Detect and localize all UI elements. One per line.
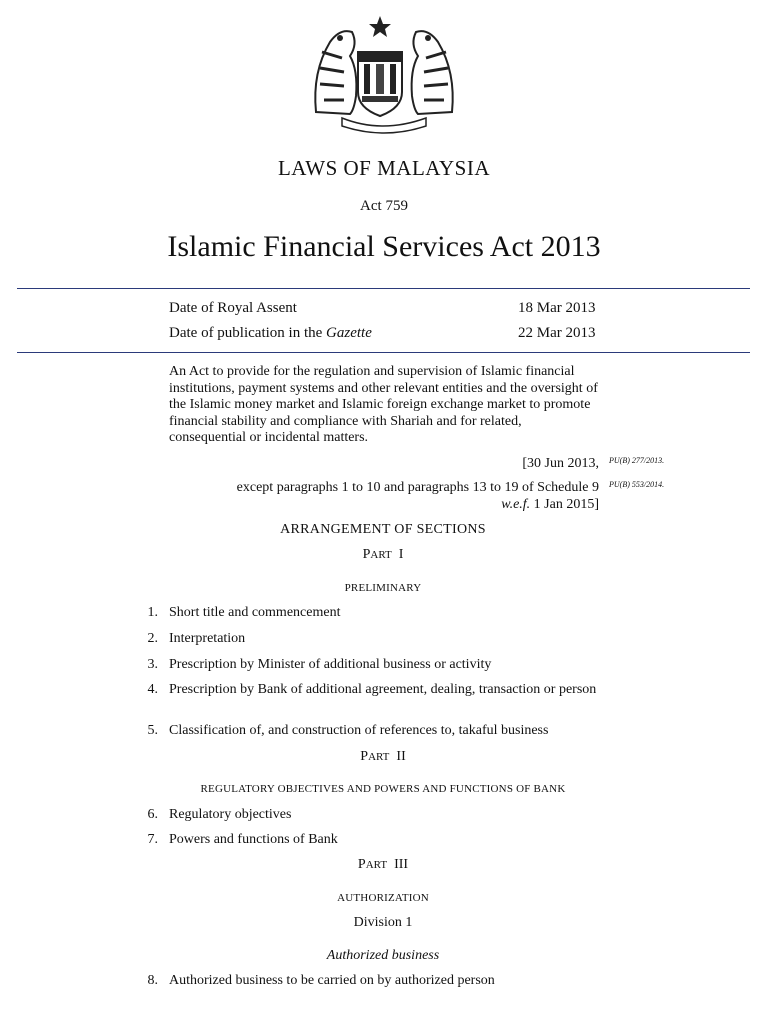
section-title: Powers and functions of Bank — [169, 832, 338, 847]
top-divider — [17, 288, 750, 289]
section-number: 8. — [147, 973, 158, 988]
arrangement-heading: ARRANGEMENT OF SECTIONS — [280, 522, 486, 537]
part-iii-heading: AUTHORIZATION — [337, 892, 429, 904]
section-title: Classification of, and construction of references to, takaful business — [169, 723, 549, 738]
section-number: 3. — [147, 657, 158, 672]
act-number: Act 759 — [360, 198, 408, 214]
division-label: Division 1 — [353, 915, 413, 930]
section-number: 4. — [147, 682, 158, 697]
act-long-title: An Act to provide for the regulation and supervision of Islamic financial institutions, payment systems and other relevant entities and the oversight of the Islamic money market and Islamic foreign exchange market to promote financial stability and compliance with Shariah and for related, consequential or incidental matters. — [169, 364, 598, 445]
commencement-date: [30 Jun 2013, — [522, 456, 599, 471]
part-ii-label: PART II — [360, 749, 406, 764]
commencement-effective: w.e.f. 1 Jan 2015] — [501, 497, 599, 512]
section-title: Prescription by Minister of additional business or activity — [169, 657, 492, 672]
laws-of-malaysia-heading: LAWS OF MALAYSIA — [277, 156, 491, 180]
crest-icon — [306, 12, 462, 134]
commencement-exception: except paragraphs 1 to 10 and paragraphs 13 to 19 of Schedule 9 — [236, 480, 599, 495]
section-number: 6. — [147, 807, 158, 822]
section-title: Prescription by Bank of additional agreement, dealing, transaction or person — [169, 682, 597, 697]
section-title: Authorized business to be carried on by authorized person — [169, 973, 495, 988]
part-ii-heading: REGULATORY OBJECTIVES AND POWERS AND FUNCTIONS OF BANK — [200, 783, 566, 795]
part-i-heading: PRELIMINARY — [344, 582, 422, 594]
bottom-divider — [17, 352, 750, 353]
royal-assent-date: 18 Mar 2013 — [518, 300, 596, 316]
division-subheading: Authorized business — [326, 948, 440, 963]
part-iii-label: PART III — [357, 857, 409, 872]
section-number: 7. — [147, 832, 158, 847]
section-title: Short title and commencement — [169, 605, 341, 620]
section-number: 1. — [147, 605, 158, 620]
section-title: Regulatory objectives — [169, 807, 292, 822]
part-i-label: PART I — [362, 547, 404, 562]
gazette-publication-date: 22 Mar 2013 — [518, 325, 596, 341]
act-title: Islamic Financial Services Act 2013 — [167, 230, 601, 263]
commencement-note-1: PU(B) 277/2013. — [609, 456, 665, 465]
coat-of-arms-crest — [306, 12, 462, 134]
commencement-note-2: PU(B) 553/2014. — [609, 480, 665, 489]
section-number: 2. — [147, 631, 158, 646]
gazette-publication-label: Date of publication in the Gazette — [169, 325, 372, 341]
section-title: Interpretation — [169, 631, 246, 646]
royal-assent-label: Date of Royal Assent — [169, 300, 297, 316]
section-number: 5. — [147, 723, 158, 738]
